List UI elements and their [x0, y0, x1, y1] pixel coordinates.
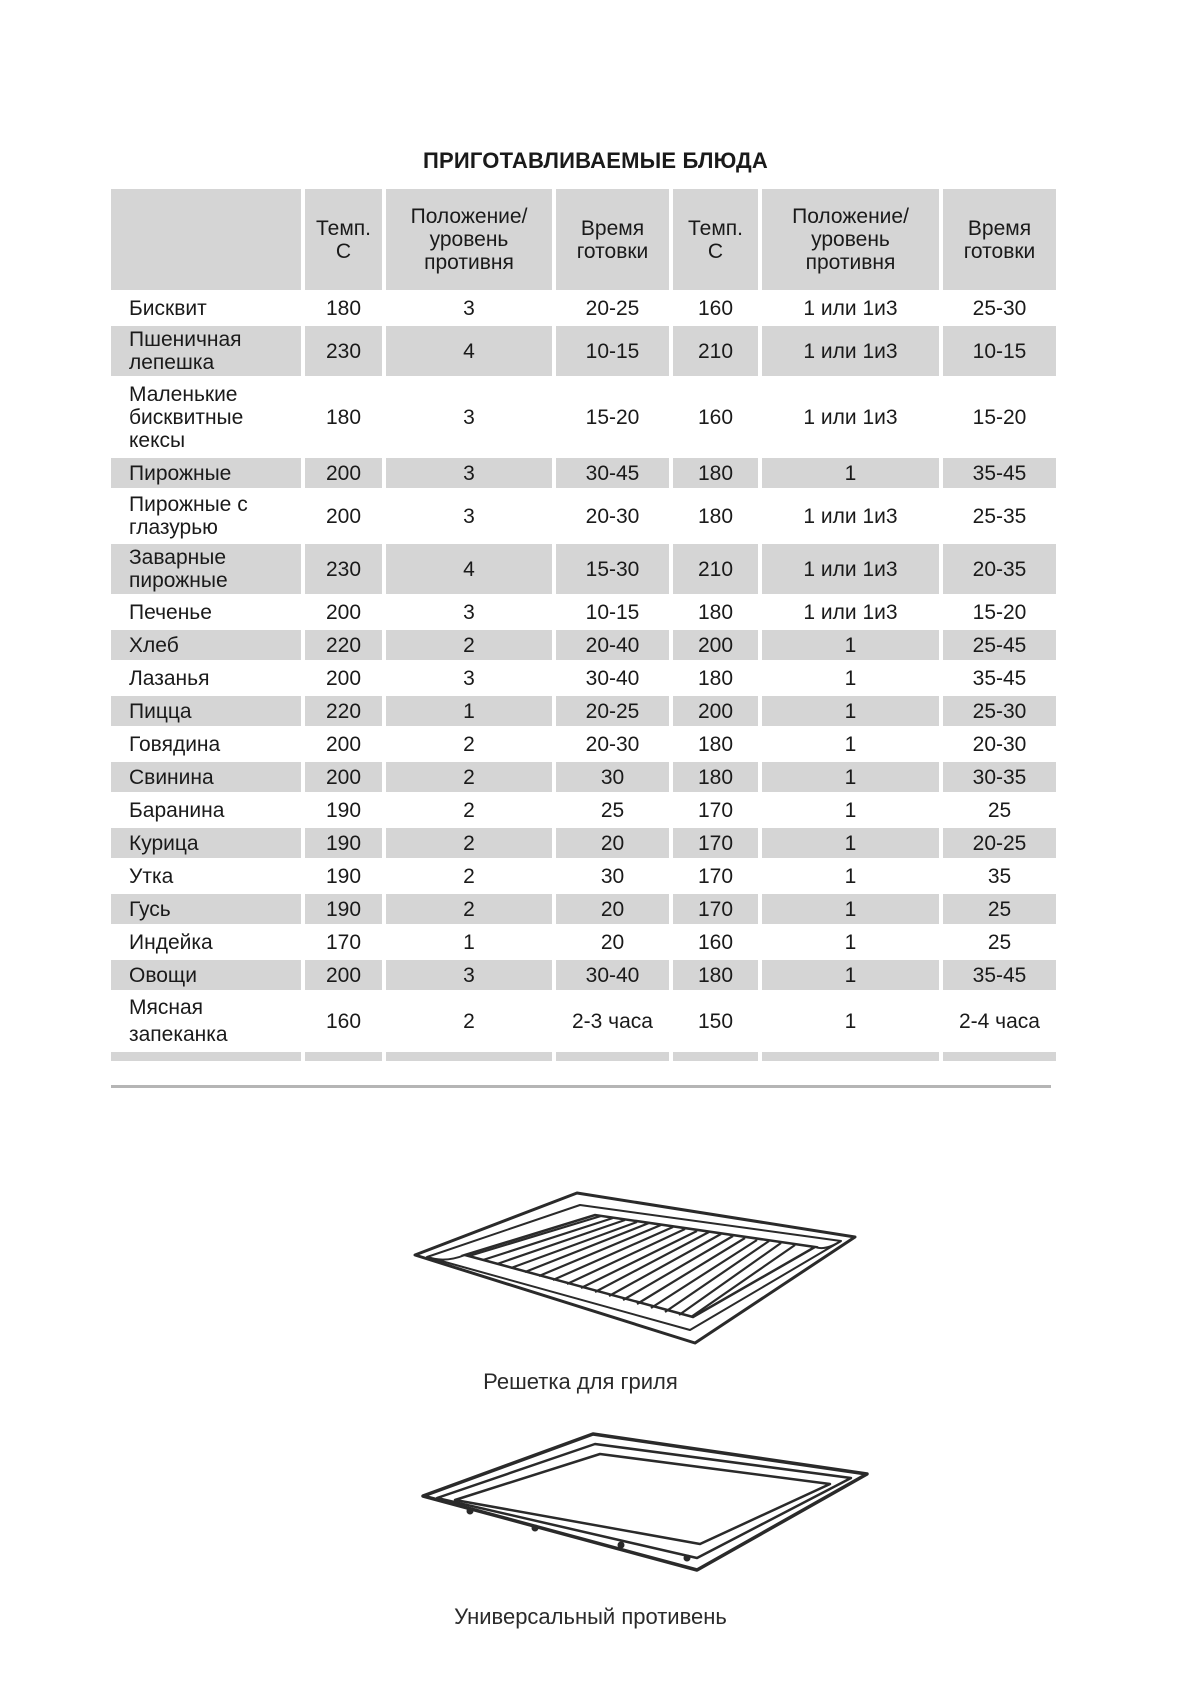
dish-name: Говядина: [129, 732, 221, 756]
dish-name: [111, 326, 301, 376]
table-cell: 3: [463, 504, 475, 528]
table-cell: 2-3 часа: [572, 1009, 653, 1033]
table-cell: 30-45: [556, 458, 669, 488]
table-cell: 2: [463, 864, 475, 888]
table-cell: 30-40: [585, 666, 640, 690]
table-cell: 2: [386, 828, 552, 858]
table-cell: 25-35: [972, 504, 1027, 528]
table-cell: 3: [386, 960, 552, 990]
table-cell: 170: [673, 828, 758, 858]
dish-name: Бисквит: [129, 296, 207, 320]
table-cell: 20-30: [585, 732, 640, 756]
table-cell: 20-30: [585, 504, 640, 528]
table-cell: 220: [305, 696, 382, 726]
table-row: [111, 597, 1056, 627]
table-cell: [111, 1052, 301, 1061]
table-cell: 1: [762, 828, 939, 858]
table-cell: 190: [325, 864, 362, 888]
divider: [111, 1085, 1051, 1088]
table-cell: 30: [600, 864, 625, 888]
baking-tray-illustration: [415, 1428, 875, 1578]
table-cell: 3: [463, 600, 475, 624]
table-cell: 35-45: [972, 666, 1027, 690]
dish-name: Свинина: [111, 762, 301, 792]
table-cell: 20-25: [943, 828, 1056, 858]
table-cell: 2-4 часа: [959, 1009, 1040, 1033]
dish-name-text: Мясная запеканка: [129, 996, 228, 1046]
table-cell: 180: [673, 762, 758, 792]
table-cell: 1: [386, 696, 552, 726]
table-cell: 1: [844, 666, 857, 690]
table-cell: 30-35: [943, 762, 1056, 792]
table-row: [111, 894, 1056, 924]
table-cell: 170: [673, 894, 758, 924]
table-cell: 180: [697, 504, 734, 528]
table-cell: 20-35: [943, 544, 1056, 594]
table-cell: [943, 1052, 1056, 1061]
table-cell: 2: [386, 762, 552, 792]
table-row: [111, 326, 1056, 376]
table-cell: 35-45: [943, 960, 1056, 990]
table-cell: 180: [673, 458, 758, 488]
header-cell: [673, 189, 758, 290]
table-row: [111, 828, 1056, 858]
table-cell: 200: [673, 630, 758, 660]
table-cell: 1 или 1и3: [803, 504, 898, 528]
dish-name: Пирожные: [111, 458, 301, 488]
table-cell: 1: [762, 630, 939, 660]
table-cell: 20: [600, 930, 625, 954]
table-cell: 180: [697, 732, 734, 756]
table-cell: 200: [325, 732, 362, 756]
table-row: [111, 293, 1056, 323]
table-cell: 15-30: [556, 544, 669, 594]
table-row: [111, 379, 1056, 455]
table-row: [111, 696, 1056, 726]
header-cell: [762, 189, 939, 290]
table-row: [111, 927, 1056, 957]
table-cell: 35-45: [943, 458, 1056, 488]
table-cell: 25: [600, 798, 625, 822]
table-cell: 1: [844, 930, 857, 954]
table-footer-band: [111, 1052, 1056, 1061]
table-cell: 15-20: [972, 600, 1027, 624]
table-cell: 2: [463, 732, 475, 756]
header-temp-2: Темп. С: [688, 216, 743, 263]
table-row: [111, 960, 1056, 990]
table-cell: 2: [463, 1009, 475, 1033]
table-cell: 1: [762, 696, 939, 726]
table-row: [111, 458, 1056, 488]
table-cell: 200: [325, 600, 362, 624]
table-cell: 1: [762, 960, 939, 990]
table-cell: 30: [556, 762, 669, 792]
table-cell: 170: [697, 798, 734, 822]
table-row: [111, 729, 1056, 759]
table-cell: 160: [697, 930, 734, 954]
table-cell: 35: [987, 864, 1012, 888]
header-cell: [305, 189, 382, 290]
dish-name: Хлеб: [111, 630, 301, 660]
table-cell: 190: [305, 828, 382, 858]
table-cell: 30-40: [556, 960, 669, 990]
table-row: [111, 544, 1056, 594]
table-cell: 230: [305, 326, 382, 376]
dish-name: [111, 379, 301, 455]
table-cell: 10-15: [556, 326, 669, 376]
dish-name: Индейка: [129, 930, 213, 954]
table-cell: 10-15: [585, 600, 640, 624]
table-row: [111, 762, 1056, 792]
table-cell: 200: [325, 504, 362, 528]
table-cell: 25: [987, 798, 1012, 822]
table-cell: 1: [762, 762, 939, 792]
header-cell: [943, 189, 1056, 290]
table-cell: 20: [556, 894, 669, 924]
dish-name-text: Маленькие бисквитные кексы: [129, 382, 244, 452]
page-title: ПРИГОТАВЛИВАЕМЫЕ БЛЮДА: [423, 148, 768, 173]
table-cell: 1: [463, 930, 475, 954]
grill-rack-illustration: [405, 1185, 865, 1355]
table-cell: 230: [305, 544, 382, 594]
dish-name: Курица: [111, 828, 301, 858]
table-cell: [762, 1052, 939, 1061]
table-cell: 25-30: [943, 696, 1056, 726]
table-cell: 1 или 1и3: [762, 544, 939, 594]
table-cell: 170: [697, 864, 734, 888]
table-cell: 3: [463, 296, 475, 320]
dish-name: Лазанья: [129, 666, 210, 690]
table-cell: 4: [386, 326, 552, 376]
table-cell: 25: [987, 930, 1012, 954]
header-cell: [386, 189, 552, 290]
table-cell: 170: [325, 930, 362, 954]
dish-name: Утка: [129, 864, 174, 888]
table-cell: 25: [943, 894, 1056, 924]
table-cell: 160: [697, 405, 734, 429]
header-temp-1: Темп. С: [316, 216, 371, 263]
header-position-2: Положение/ уровень противня: [792, 205, 909, 274]
table-cell: 20: [556, 828, 669, 858]
table-cell: 1 или 1и3: [803, 600, 898, 624]
table-cell: 4: [386, 544, 552, 594]
table-cell: [673, 1052, 758, 1061]
table-cell: 1: [762, 458, 939, 488]
table-cell: 200: [673, 696, 758, 726]
table-cell: [386, 1052, 552, 1061]
table-cell: 180: [697, 600, 734, 624]
table-row: [111, 795, 1056, 825]
table-cell: 1: [762, 894, 939, 924]
dish-name: [111, 491, 301, 541]
table-cell: 190: [325, 798, 362, 822]
table-cell: 25-30: [972, 296, 1027, 320]
table-cell: 1 или 1и3: [762, 326, 939, 376]
grill-rack-caption: Решетка для гриля: [483, 1369, 678, 1394]
table-cell: 200: [305, 960, 382, 990]
table-cell: 15-20: [972, 405, 1027, 429]
table-row: [111, 861, 1056, 891]
table-cell: 190: [305, 894, 382, 924]
table-cell: 20-25: [556, 696, 669, 726]
header-position-1: Положение/ уровень противня: [410, 205, 528, 274]
table-cell: 1: [844, 1009, 857, 1033]
table-row: [111, 491, 1056, 541]
dish-name: Печенье: [129, 600, 212, 624]
table-cell: 1 или 1и3: [803, 405, 898, 429]
table-cell: 20-40: [556, 630, 669, 660]
header-time-1: Время готовки: [576, 216, 649, 263]
dish-name: Гусь: [111, 894, 301, 924]
table-cell: 1: [844, 798, 857, 822]
header-cell: [556, 189, 669, 290]
table-cell: 210: [673, 544, 758, 594]
table-cell: 160: [325, 1009, 362, 1033]
table-cell: 20-25: [585, 296, 640, 320]
table-cell: 3: [463, 405, 475, 429]
cooking-table: [107, 186, 1060, 1064]
baking-tray-caption: Универсальный противень: [454, 1604, 727, 1629]
table-cell: 180: [325, 405, 362, 429]
table-cell: 3: [463, 666, 475, 690]
table-row: [111, 993, 1056, 1049]
table-cell: 1 или 1и3: [803, 296, 898, 320]
table-header-row: [111, 189, 1056, 290]
dish-name-text: Пирожные с глазурью: [129, 493, 248, 539]
dish-name: [111, 544, 301, 594]
table-cell: 1: [844, 732, 857, 756]
table-cell: 180: [673, 960, 758, 990]
table-cell: 200: [305, 458, 382, 488]
dish-name-text: Пшеничная лепешка: [129, 328, 242, 374]
table-cell: 15-20: [585, 405, 640, 429]
table-cell: 180: [325, 296, 362, 320]
table-cell: 200: [305, 762, 382, 792]
table-cell: 200: [325, 666, 362, 690]
table-row: [111, 663, 1056, 693]
table-cell: 20-30: [972, 732, 1027, 756]
dish-name: [111, 993, 301, 1049]
dish-name: Овощи: [111, 960, 301, 990]
dish-name: Баранина: [129, 798, 225, 822]
table-cell: 2: [386, 894, 552, 924]
header-time-2: Время готовки: [963, 216, 1036, 263]
dish-name-text: Заварные пирожные: [129, 546, 228, 592]
table-cell: 10-15: [943, 326, 1056, 376]
table-cell: 220: [305, 630, 382, 660]
table-cell: 150: [697, 1009, 734, 1033]
table-cell: [305, 1052, 382, 1061]
table-cell: 2: [386, 630, 552, 660]
table-row: [111, 630, 1056, 660]
header-cell: [111, 189, 301, 290]
table-cell: 210: [673, 326, 758, 376]
table-cell: 2: [463, 798, 475, 822]
table-cell: [556, 1052, 669, 1061]
table-cell: 25-45: [943, 630, 1056, 660]
table-cell: 160: [697, 296, 734, 320]
dish-name: Пицца: [111, 696, 301, 726]
table-cell: 1: [844, 864, 857, 888]
table-cell: 3: [386, 458, 552, 488]
table-cell: 180: [697, 666, 734, 690]
